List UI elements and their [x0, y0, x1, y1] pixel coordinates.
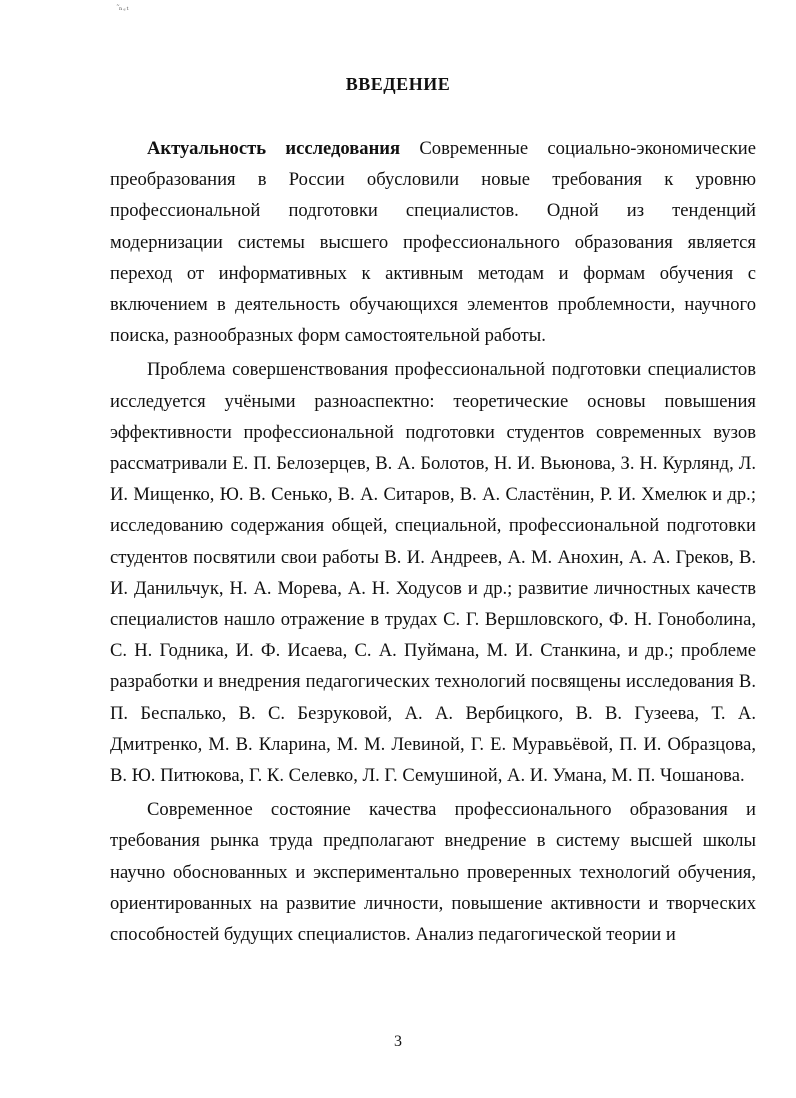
paragraph-lead: Актуальность исследования	[147, 138, 401, 159]
paragraph-current-state: Современное состояние качества профессионального образования и требования рынка труда предполагают внедрение в систему высшей школы научно обоснованных и экспериментально проверенных технологий обучения, ориентированных на развитие личности, повышение активности и творческих способностей будущих специалистов. Анализ педагогической теории и	[110, 799, 756, 946]
page-number: 3	[394, 1033, 402, 1050]
paragraph-research-overview: Проблема совершенствования профессиональной подготовки специалистов исследуется учёными разноаспектно: теоретические основы повышения эффективности профессиональной подготовки студентов современных вузов рассматривали Е. П. Белозерцев, В. А. Болотов, Н. И. Вьюнова, З. Н. Курлянд, Л. И. Мищенко, Ю. В. Сенько, В. А. Ситаров, В. А. Сластёнин, Р. И. Хмелюк и др.; исследованию содержания общей, специальной, профессиональной подготовки студентов посвятили свои работы В. И. Андреев, А. М. Анохин, А. А. Греков, В. И. Данильчук, Н. А. Морева, А. Н. Ходусов и др.; развитие личностных качеств специалистов нашло отражение в трудах С. Г. Вершловского, Ф. Н. Гоноболина, С. Н. Годника, И. Ф. Исаева, С. А. Пуймана, М. И. Станкина, и др.; проблеме разработки и внедрения педагогических технологий посвящены исследования В. П. Беспалько, В. С. Безруковой, А. А. Вербицкого, В. В. Гузеева, Т. А. Дмитренко, М. В. Кларина, М. М. Левиной, Г. Е. Муравьёвой, П. И. Образцова, В. Ю. Питюкова, Г. К. Селевко, Л. Г. Семушиной, А. И. Умана, М. П. Чошанова.	[110, 359, 756, 787]
paragraph-relevance	[110, 133, 756, 351]
paragraph-text: Современные социально-экономические преобразования в России обусловили новые требования к уровню профессиональной подготовки специалистов. Одной из тенденций модернизации системы высшего профессионального образования является переход от информативных к активным методам и формам обучения с включением в деятельность обучающихся элементов проблемности, научного поиска, разнообразных форм самостоятельной работы.	[110, 138, 757, 347]
body-text	[110, 133, 756, 950]
page-title: ВВЕДЕНИЕ	[345, 74, 451, 94]
scan-mark: ͂ₙₑₜ	[118, 3, 130, 12]
